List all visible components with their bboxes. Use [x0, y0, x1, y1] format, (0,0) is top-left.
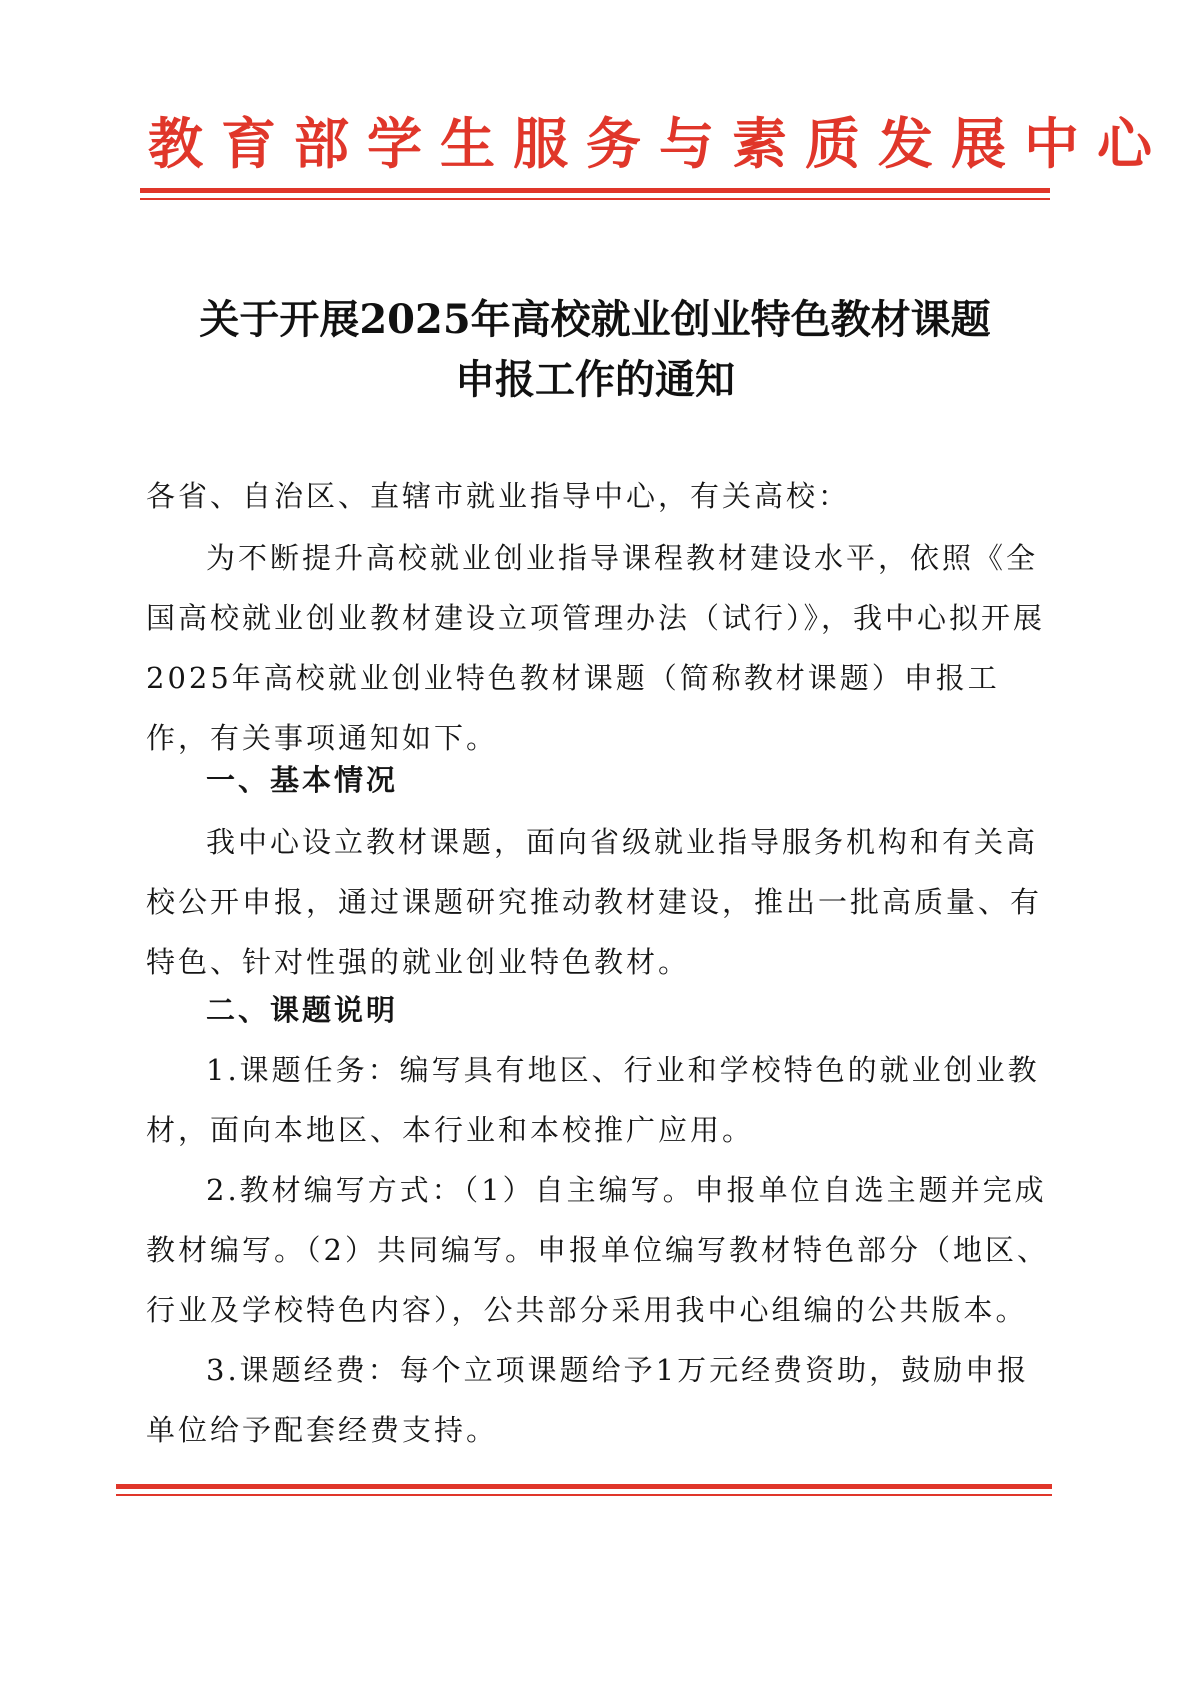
section1-heading: [146, 750, 1056, 810]
section2-item-1: [146, 1040, 1056, 1160]
salutation: 各省、自治区、直辖市就业指导中心，有关高校：: [146, 479, 851, 513]
section2-item-2-text: 2.教材编写方式：（1）自主编写。申报单位自选主题并完成教材编写。（2）共同编写。申报单位编写教材特色部分（地区、行业及学校特色内容），公共部分采用我中心组编的公共版本。: [146, 1173, 1049, 1327]
document-title-line2: 申报工作的通知: [455, 356, 735, 403]
section2-item-1-text: 1.课题任务：编写具有地区、行业和学校特色的就业创业教材，面向本地区、本行业和本校推广应用。: [146, 1053, 1040, 1147]
letterhead-rule-thin: [140, 198, 1050, 200]
section2-heading-text: 二、课题说明: [206, 993, 399, 1027]
intro-paragraph: [146, 528, 1056, 768]
letterhead-org-name: 教育部学生服务与素质发展中心: [148, 111, 1171, 176]
letterhead-rule-thick: [140, 188, 1050, 193]
document-title-line1: 关于开展2025年高校就业创业特色教材课题: [199, 296, 991, 343]
intro-text: 为不断提升高校就业创业指导课程教材建设水平，依照《全国高校就业创业教材建设立项管理办法（试行）》，我中心拟开展2025年高校就业创业特色教材课题（简称教材课题）申报工作，有关事项通知如下。: [146, 541, 1046, 755]
section2-item-3: [146, 1340, 1056, 1460]
footer-rule-thin: [116, 1494, 1052, 1496]
section2-item-3-text: 3.课题经费：每个立项课题给予1万元经费资助，鼓励申报单位给予配套经费支持。: [146, 1353, 1030, 1447]
section1-heading-text: 一、基本情况: [206, 763, 399, 797]
footer-rule-thick: [116, 1484, 1052, 1489]
section1-body-text: 我中心设立教材课题，面向省级就业指导服务机构和有关高校公开申报，通过课题研究推动教材建设，推出一批高质量、有特色、针对性强的就业创业特色教材。: [146, 825, 1043, 979]
section2-item-2: [146, 1160, 1056, 1340]
section2-heading: [146, 980, 1056, 1040]
section1-body: [146, 812, 1056, 992]
